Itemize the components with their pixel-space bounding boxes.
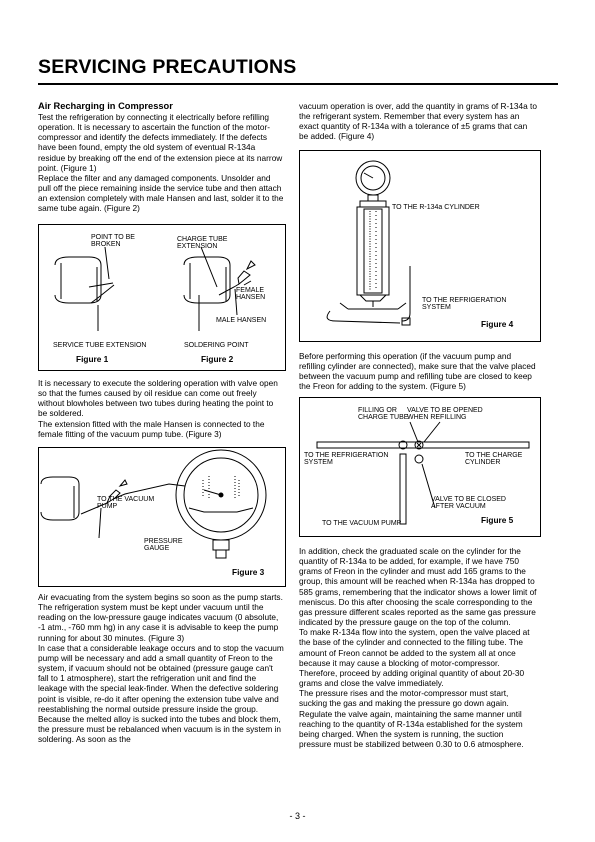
left-column-bottom [38,592,284,744]
label-cylinder: CYLINDER [465,459,501,466]
label-system: SYSTEM [304,459,333,466]
figure-1-2 [38,224,286,371]
paragraph: In case that a considerable leakage occurs and to stop the vacuum pump will be necessary and add a small quantity of Freon to the system, if vacuum should not be obtained (pressure gauge can't fall to 1 atmosphere), start the refrigeration unit and find the leakage with the special leak-finder. When the defective soldering point is visible, re-do it after opening the extension tube valve and reestablishing the normal outside pressure inside the group. [38,642,284,714]
label-filling-or: FILLING OR [358,407,397,414]
label-extension: EXTENSION [177,243,218,250]
figure-1-caption: Figure 1 [76,354,109,364]
figure-5 [299,397,541,537]
page-title: SERVICING PRECAUTIONS [38,56,297,78]
label-male-hansen: MALE HANSEN [216,317,267,324]
label-system: SYSTEM [422,304,451,311]
paragraph: vacuum operation is over, add the quantity in grams of R-134a to the refrigerant system. Remember that every system has an exact quantity of R-134a with a tolerance of ±5 grams that can be added. (Figure 4) [299,101,537,142]
label-female: FEMALE [236,287,265,294]
label-soldering-point: SOLDERING POINT [184,342,249,349]
figure-4 [299,150,541,342]
figure-3-caption: Figure 3 [232,567,265,577]
label-pump: PUMP [97,503,118,510]
label-valve-closed: VALVE TO BE CLOSED [431,496,506,503]
label-pressure: PRESSURE [144,538,183,545]
paragraph: It is necessary to execute the soldering operation with valve open so that the fumes caused by oil residue can come out freely without blowholes between two tubes during heating the point to be soldered. [38,378,278,419]
label-to-the-refrigeration: TO THE REFRIGERATION [304,452,389,459]
label-charge-tube: CHARGE TUBE [358,414,409,421]
label-point-to-be: POINT TO BE [91,234,135,241]
section-heading: Air Recharging in Compressor [38,101,173,111]
label-when-refilling: WHEN REFILLING [407,414,467,421]
figure-2-caption: Figure 2 [201,354,234,364]
figure-4-caption: Figure 4 [481,319,514,329]
left-column-top [38,101,284,214]
paragraph: Because the melted alloy is sucked into the tubes and block them, the pressure must be rebalanced when vacuum is in the system in soldering. As soon as the [38,713,282,745]
paragraph: Before performing this operation (if the vacuum pump and refilling cylinder are connected), make sure that the valve placed between the vacuum pump and refilling tube are closed to keep the Freon for adding to the system. (Figure 5) [299,351,536,392]
label-gauge: GAUGE [144,545,170,552]
label-to-the-charge: TO THE CHARGE [465,452,523,459]
label-service-tube-extension: SERVICE TUBE EXTENSION [53,342,147,349]
label-to-the-vacuum: TO THE VACUUM [97,496,155,503]
label-to-the-refrigeration: TO THE REFRIGERATION [422,297,507,304]
title-rule [38,83,558,85]
figure-4-drawing [300,151,540,341]
left-column-middle [38,378,284,439]
paragraph: To make R-134a flow into the system, open the valve placed at the base of the cylinder and connected to the filling tube. The amount of Freon cannot be added to the system all at once because it may cause a blocking of motor-compressor. Therefore, proceed by adding original quantity of about 20-30 grams and close the valve immediately. [299,627,530,689]
paragraph: In addition, check the graduated scale on the cylinder for the quantity of R-134a to be added, for example, if we have 750 grams of Freon in the cylinder and must add 165 grams to the group, this amount will be reached when R-134a has dropped to 585 grams, remembering that the indicator shows a lower limit of meniscus. Do this after choosing the scale corresponding to the gas pressure different scales reported as the same gas pressure indicated by the pressure gauge on the top of the column. [299,546,537,628]
right-column-middle [299,351,537,392]
label-valve-opened: VALVE TO BE OPENED [407,407,483,414]
label-broken: BROKEN [91,241,121,248]
figure-5-caption: Figure 5 [481,515,514,525]
paragraph: The extension fitted with the male Hansen is connected to the female fitting of the vacuum pump tube. (Figure 3) [38,418,265,439]
label-after-vacuum: AFTER VACUUM [431,503,486,510]
label-to-cylinder: TO THE R-134a CYLINDER [392,204,480,211]
label-charge-tube: CHARGE TUBE [177,236,228,243]
paragraph: Air evacuating from the system begins so soon as the pump starts. The refrigeration system must be kept under vacuum until the reading on the low-pressure gauge indicates vacuum (0 absolute, -1 atm., -760 mm hg) in any case it is advisable to keep the pump running for about 30 minutes. (Figure 3) [38,592,283,643]
paragraph: The pressure rises and the motor-compressor must start, sucking the gas and making the pressure go down again. Regulate the valve again, maintaining the same manner until reaching to the quantity of R-134a established for the system being charged. When the system is running, the suction pressure must be stabilized between 0.30 to 0.6 atmosphere. [299,688,524,749]
figure-3 [38,447,286,587]
right-column-top [299,101,537,142]
figure-3-drawing [39,448,285,586]
label-to-vacuum-pump: TO THE VACUUM PUMP [322,520,402,527]
paragraph: Test the refrigeration by connecting it electrically before refilling operation. It is necessary to ascertain the function of the motor-compressor and identify the defects immediately. If the defects have been found, empty the old system of eventual R-134a residue by breaking off the end of the extension piece at its narrow point. (Figure 1) [38,112,283,173]
paragraph: Replace the filter and any damaged components. Unsolder and pull off the piece remaining inside the service tube and then attach an extension completely with male Hansen and last, solder it to the same tube again. (Figure 2) [38,172,284,214]
right-column-bottom [299,546,537,749]
page-number: - 3 - [289,811,306,821]
label-hansen: HANSEN [236,294,266,301]
